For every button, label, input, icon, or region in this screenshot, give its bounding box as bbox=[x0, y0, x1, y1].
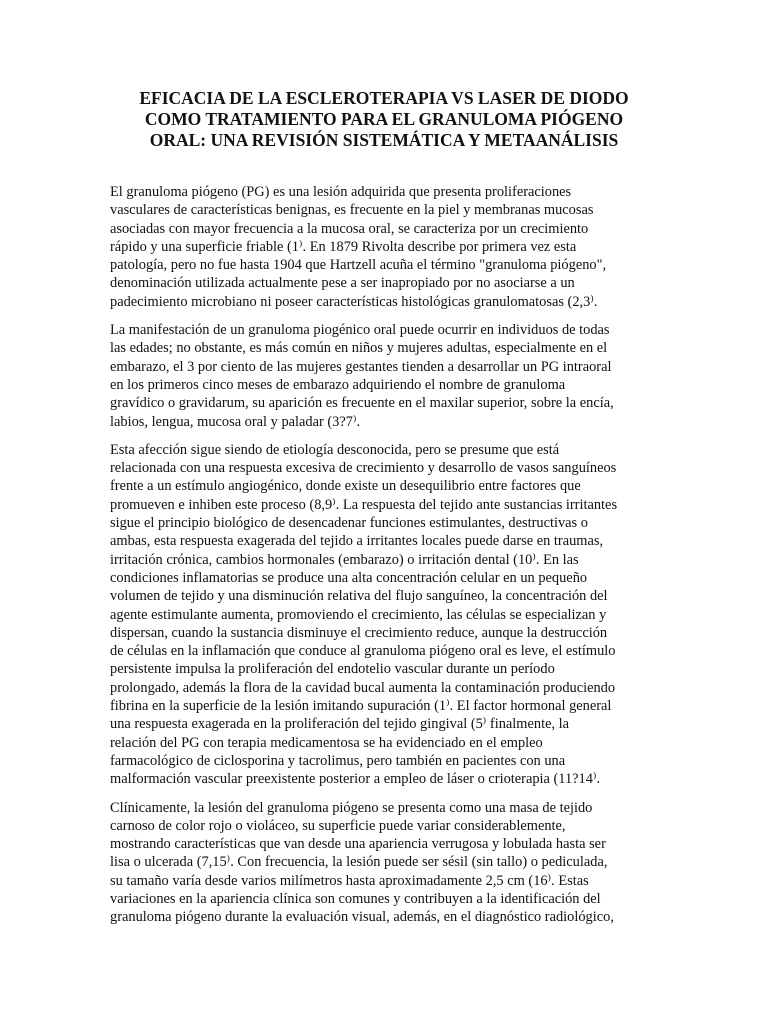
text-line: en los primeros cinco meses de embarazo adquiriendo el nombre de granuloma bbox=[110, 376, 566, 393]
text-line: condiciones inflamatorias se produce una alta concentración celular en un pequeño bbox=[110, 569, 588, 586]
text-line: su tamaño varía desde varios milímetros hasta aproximadamente 2,5 cm (16⁾. Estas bbox=[110, 872, 589, 889]
text-line: malformación vascular preexistente posterior a empleo de láser o crioterapia (11?14⁾. bbox=[110, 771, 601, 788]
text-line: granuloma piógeno durante la evaluación visual, además, en el diagnóstico radiológico, bbox=[110, 909, 614, 926]
text-line: rápido y una superficie friable (1⁾. En 1879 Rivolta describe por primera vez esta bbox=[110, 238, 577, 255]
paragraph-intro bbox=[110, 183, 662, 311]
paragraph-manifestation bbox=[110, 321, 662, 431]
text-line: denominación utilizada actualmente pese a ser inapropiado por no asociarse a un bbox=[110, 275, 575, 292]
text-line: El granuloma piógeno (PG) es una lesión adquirida que presenta proliferaciones bbox=[110, 184, 572, 200]
text-line: vasculares de características benignas, es frecuente en la piel y membranas mucosas bbox=[110, 202, 594, 219]
text-line: sigue el principio biológico de desencadenar funciones estimulantes, destructivas o bbox=[110, 515, 588, 532]
text-line: patología, pero no fue hasta 1904 que Hartzell acuña el término "granuloma piógeno", bbox=[110, 257, 607, 274]
paragraph-clinical bbox=[110, 799, 662, 927]
text-line: farmacológico de ciclosporina y tacrolimus, pero también en pacientes con una bbox=[110, 752, 566, 769]
text-line: dispersan, cuando la sustancia disminuye el crecimiento reduce, aunque la destrucción bbox=[110, 624, 608, 641]
text-line: carnoso de color rojo o violáceo, su superficie puede variar considerablemente, bbox=[110, 817, 566, 834]
text-line: las edades; no obstante, es más común en niños y mujeres adultas, especialmente en el bbox=[110, 340, 608, 357]
title-line: ORAL: UNA REVISIÓN SISTEMÁTICA Y METAANÁLISIS bbox=[149, 130, 619, 150]
text-line: labios, lengua, mucosa oral y paladar (3?7⁾. bbox=[110, 413, 361, 430]
text-line: ambas, esta respuesta exagerada del tejido a irritantes locales puede darse en traumas, bbox=[110, 533, 604, 550]
document-body bbox=[110, 183, 662, 937]
text-line: lisa o ulcerada (7,15⁾. Con frecuencia, la lesión puede ser sésil (sin tallo) o pediculada, bbox=[110, 854, 608, 871]
title-line: COMO TRATAMIENTO PARA EL GRANULOMA PIÓGENO bbox=[144, 109, 624, 129]
text-line: promueven e inhiben este proceso (8,9⁾. La respuesta del tejido ante sustancias irritantes bbox=[110, 496, 618, 513]
text-line: volumen de tejido y una disminución relativa del flujo sanguíneo, la concentración del bbox=[110, 588, 608, 605]
paragraph-etiology bbox=[110, 441, 662, 789]
text-line: irritación crónica, cambios hormonales (embarazo) o irritación dental (10⁾. En las bbox=[110, 551, 579, 568]
text-line: persistente impulsa la proliferación del endotelio vascular durante un período bbox=[110, 661, 555, 678]
text-line: frente a un estímulo angiogénico, donde existe un desequilibrio entre factores que bbox=[110, 478, 581, 495]
text-line: una respuesta exagerada en la proliferación del tejido gingival (5⁾ finalmente, la bbox=[110, 716, 570, 733]
text-line: fibrina en la superficie de la lesión imitando supuración (1⁾. El factor hormonal general bbox=[110, 698, 612, 715]
document-title bbox=[100, 88, 668, 151]
text-line: variaciones en la apariencia clínica son comunes y contribuyen a la identificación del bbox=[110, 890, 601, 907]
text-line: de células en la inflamación que conduce al granuloma piógeno oral es leve, el estímulo bbox=[110, 643, 616, 660]
text-line: prolongado, además la flora de la cavidad bucal aumenta la contaminación produciendo bbox=[110, 679, 616, 696]
text-line: gravídico o gravidarum, su aparición es frecuente en el maxilar superior, sobre la encía, bbox=[110, 395, 614, 412]
text-line: La manifestación de un granuloma piogénico oral puede ocurrir en individuos de todas bbox=[110, 322, 610, 339]
text-line: Clínicamente, la lesión del granuloma piógeno se presenta como una masa de tejido bbox=[110, 799, 593, 816]
title-line: EFICACIA DE LA ESCLEROTERAPIA VS LASER DE DIODO bbox=[139, 88, 629, 108]
text-line: relación del PG con terapia medicamentosa se ha evidenciado en el empleo bbox=[110, 734, 543, 751]
text-line: relacionada con una respuesta excesiva de crecimiento y desarrollo de vasos sanguíneos bbox=[110, 460, 617, 477]
text-line: padecimiento microbiano ni poseer características histológicas granulomatosas (2,3⁾. bbox=[110, 293, 598, 310]
text-line: agente estimulante aumenta, promoviendo el crecimiento, las células se especializan y bbox=[110, 606, 607, 623]
text-line: Esta afección sigue siendo de etiología desconocida, pero se presume que está bbox=[110, 441, 560, 458]
text-line: embarazo, el 3 por ciento de las mujeres gestantes tienden a desarrollar un PG intraoral bbox=[110, 358, 612, 375]
text-line: asociadas con mayor frecuencia a la mucosa oral, se caracteriza por un crecimiento bbox=[110, 220, 589, 237]
text-line: mostrando características que van desde una apariencia verrugosa y lobulada hasta ser bbox=[110, 836, 606, 853]
